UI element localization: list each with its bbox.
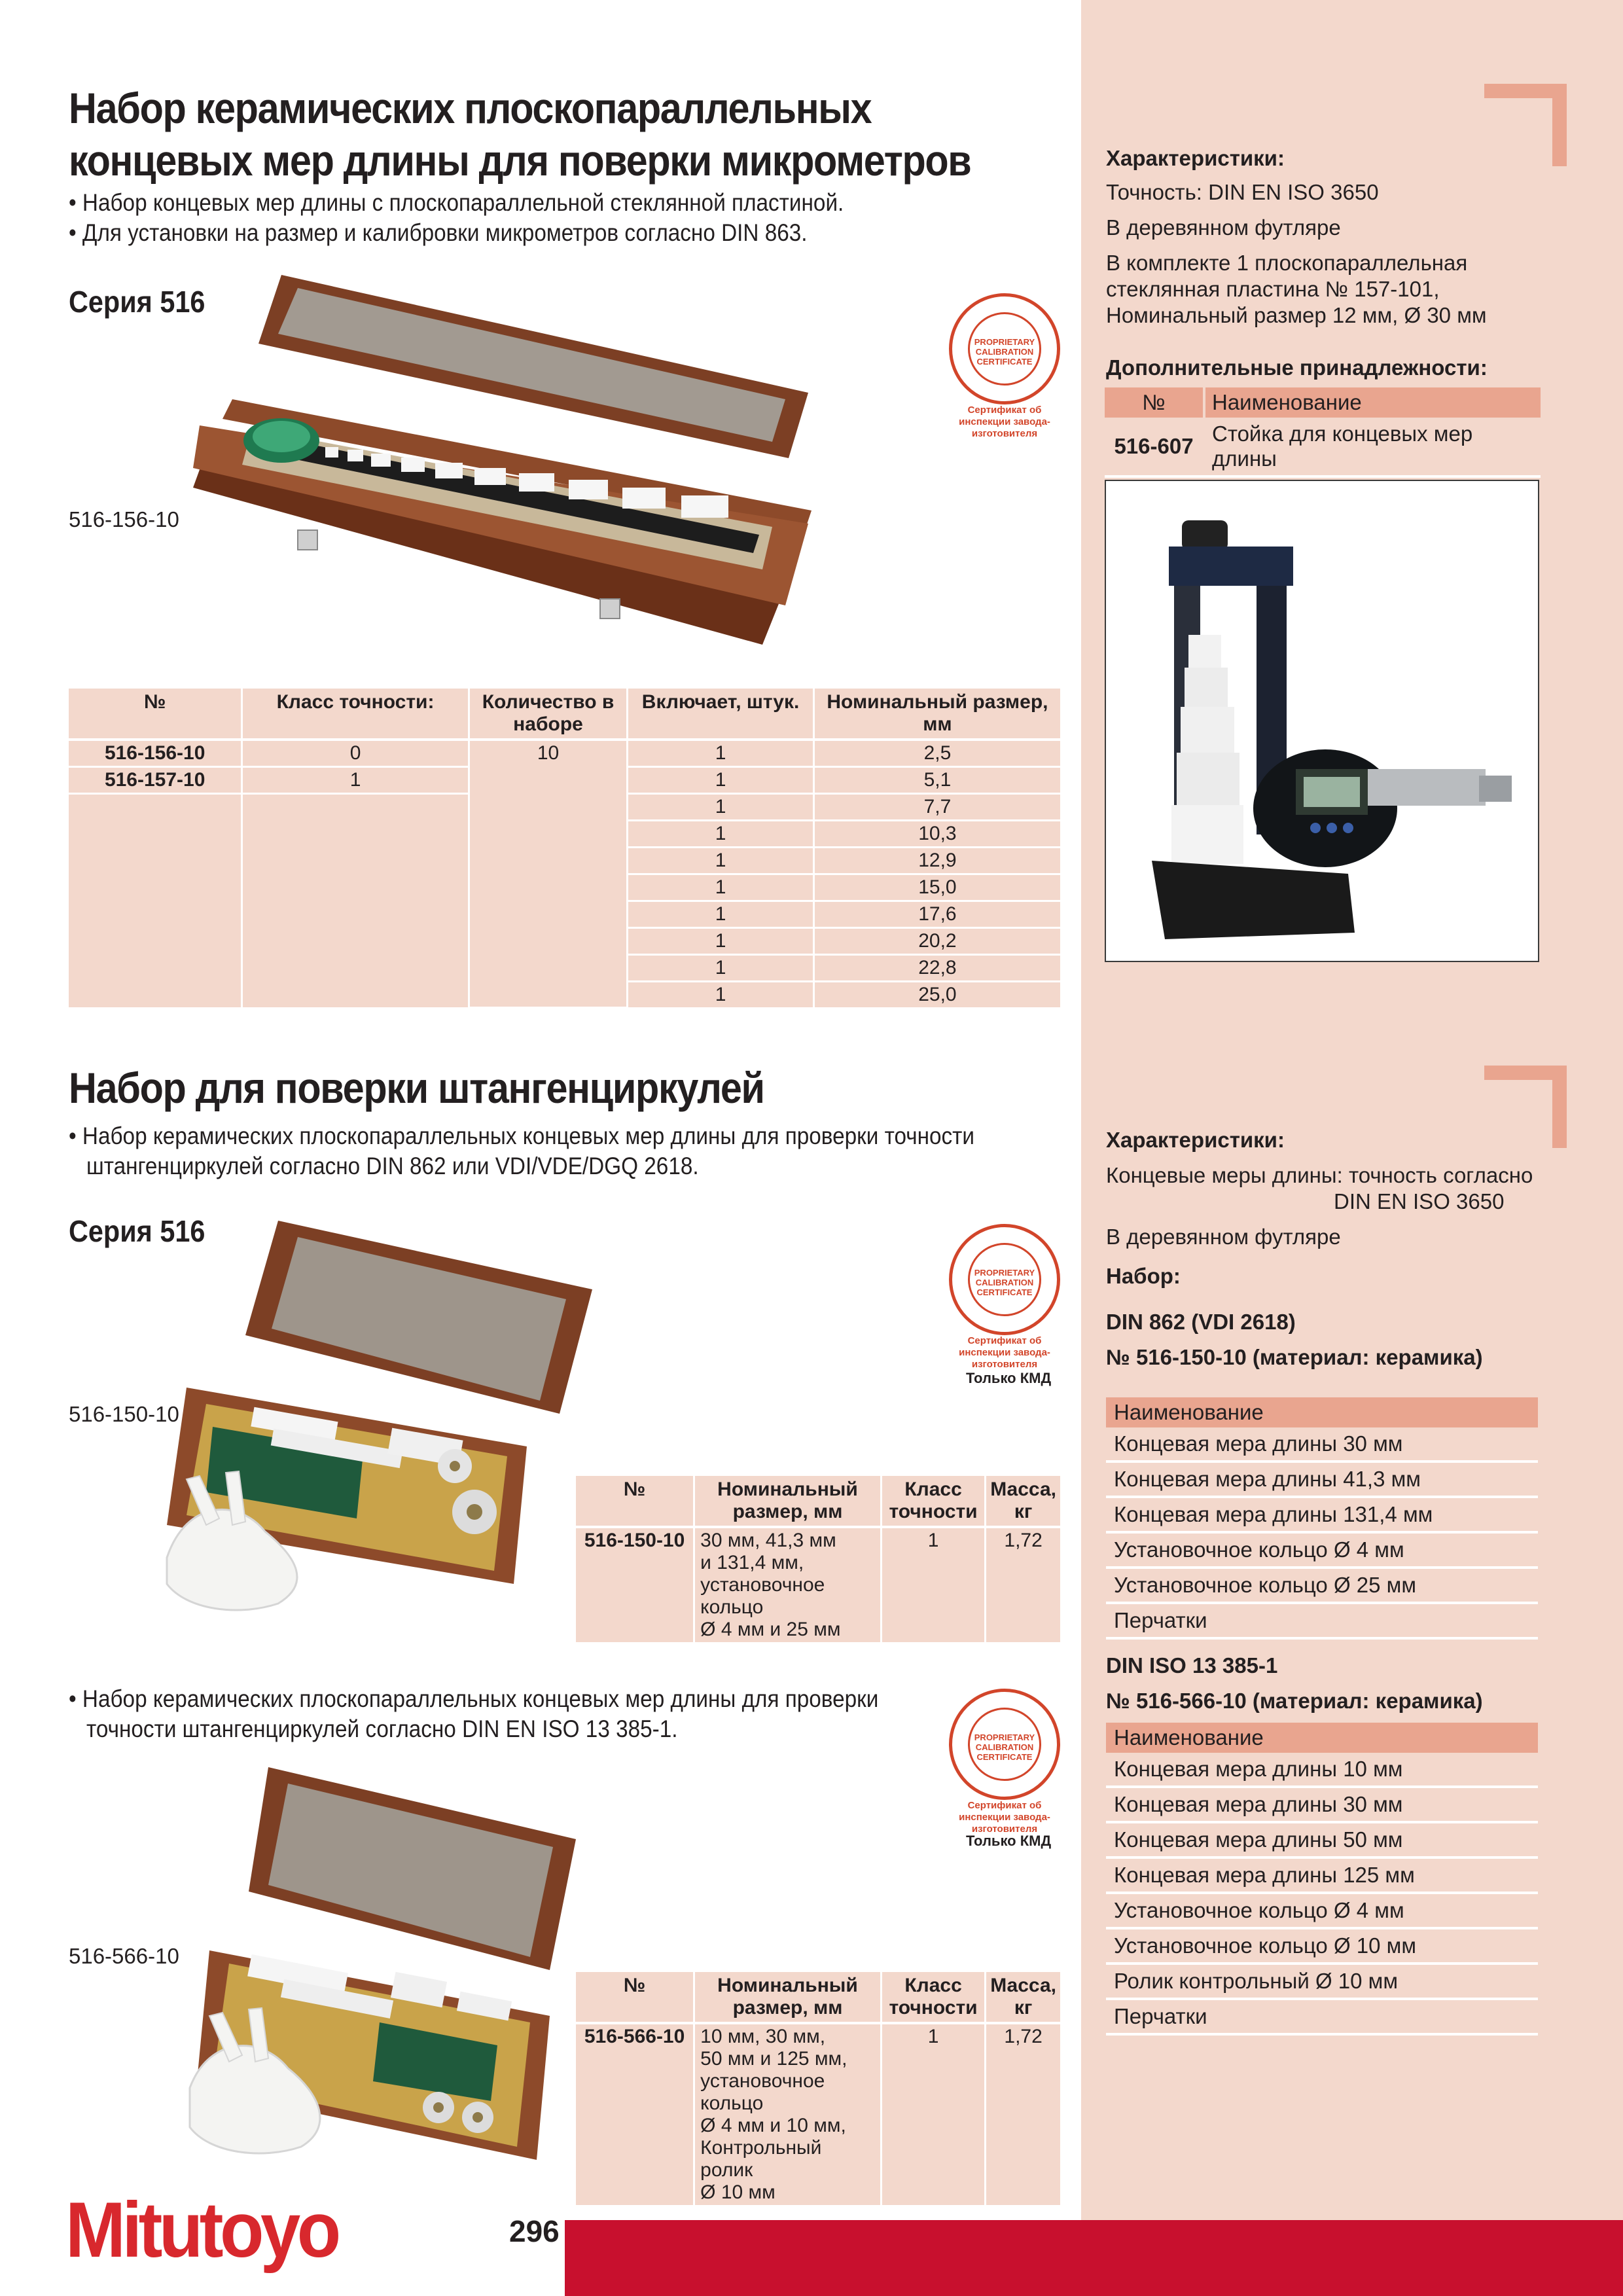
caliper-check-set-image [147,1217,592,1617]
bullet-item: • Набор концевых мер длины с плоскопараллельной стеклянной пластиной. [69,189,844,216]
size-line: 10 мм, 30 мм, [700,2026,826,2047]
empty-cell [69,794,242,1008]
model-number: 516-157-10 [69,767,242,794]
stamp-text: PROPRIETARY CALIBRATION CERTIFICATE [974,337,1035,367]
table-row [69,740,1060,767]
item-count: 1 [628,874,814,901]
empty-cell [242,794,469,1008]
list-item: Концевая мера длины 125 мм [1106,1859,1538,1894]
stand-photo-frame [1105,480,1539,962]
list-item: Концевая мера длины 50 мм [1106,1823,1538,1859]
list-item: Установочное кольцо Ø 10 мм [1106,1929,1538,1965]
nominal-size: 22,8 [813,955,1060,982]
item-count: 1 [628,821,814,848]
column-header: Масса, кг [986,1476,1060,1527]
table-header-row [576,1972,1060,2023]
gauge-block-set-image [193,272,821,658]
section-1-title [69,82,1181,187]
series-label: Серия 516 [69,285,205,319]
size-line: Контрольный ролик [700,2137,822,2181]
nominal-size: 20,2 [813,928,1060,955]
characteristic-line: Точность: DIN EN ISO 3650 [1106,180,1379,204]
nominal-size: 17,6 [813,901,1060,928]
nominal-size: 10,3 [813,821,1060,848]
list-header: Наименование [1106,1723,1538,1753]
item-count: 1 [628,767,814,794]
set-number: № 516-150-10 (материал: керамика) [1106,1345,1483,1369]
nominal-size: 25,0 [813,982,1060,1008]
list-item: Перчатки [1106,2000,1538,2036]
stamp-caption: Сертификат об инспекции завода-изготовителя [959,404,1050,439]
characteristic-line: Концевые меры длины: точность согласно [1106,1163,1533,1187]
set-number: № 516-566-10 (материал: керамика) [1106,1689,1483,1713]
column-header: Наименование [1204,387,1541,418]
list-item: Концевая мера длины 30 мм [1106,1788,1538,1823]
column-header: Номинальный размер, мм [813,689,1060,740]
table-row [576,2023,1060,2205]
size-line: установочное кольцо [700,2070,825,2114]
size-line: установочное кольцо [700,1574,825,1618]
table-row [576,1527,1060,1642]
nominal-size: 7,7 [813,794,1060,821]
characteristics-title: Характеристики: [1106,146,1285,170]
stamp-text: PROPRIETARY CALIBRATION CERTIFICATE [974,1268,1035,1297]
column-header: № [1105,387,1204,418]
product-code: 516-566-10 [69,1944,179,1968]
item-count: 1 [628,928,814,955]
characteristic-line: DIN EN ISO 3650 [1334,1189,1505,1213]
stamp-caption: Сертификат об инспекции завода-изготовителя [959,1335,1050,1370]
list-item: Концевая мера длины 30 мм [1106,1427,1538,1463]
nominal-size [694,1527,882,1642]
column-header: № [576,1972,694,2023]
calibration-certificate-stamp [949,293,1060,404]
item-count: 1 [628,955,814,982]
bullet-item [69,1121,1041,1181]
model-number: 516-156-10 [69,740,242,767]
accuracy-class: 0 [242,740,469,767]
section-2-characteristics [1106,1127,1603,1377]
table-header-row [576,1476,1060,1527]
list-header: Наименование [1106,1397,1538,1427]
set-quantity: 10 [469,740,628,1007]
nominal-size: 12,9 [813,848,1060,874]
mass: 1,72 [986,1527,1060,1642]
column-header: Класс точности: [242,689,469,740]
column-header: Количество в наборе [469,689,628,740]
only-gauge-blocks-note: Только КМД [966,1370,1052,1386]
column-header: № [69,689,242,740]
list-item: Концевая мера длины 131,4 мм [1106,1498,1538,1534]
characteristic-line: В деревянном футляре [1106,1225,1341,1249]
calibration-certificate-stamp [949,1689,1060,1800]
size-line: Ø 4 мм и 10 мм, [700,2115,846,2136]
mass: 1,72 [986,2023,1060,2205]
mitutoyo-logo: Mitutoyo [65,2186,338,2274]
size-line: и 131,4 мм, [700,1552,804,1573]
list-item: Установочное кольцо Ø 4 мм [1106,1894,1538,1929]
model-number: 516-150-10 [576,1527,694,1642]
gauge-block-stand-image [1106,481,1538,961]
standard-label: DIN ISO 13 385-1 [1106,1653,1278,1677]
column-header: Включает, штук. [628,689,814,740]
size-line: 30 мм, 41,3 мм [700,1530,836,1551]
title-line: концевых мер длины для поверки микрометров [69,136,971,185]
bullet-line: точности штангенциркулей согласно DIN EN ISO 13 385-1. [86,1715,678,1742]
item-count: 1 [628,848,814,874]
size-line: Ø 4 мм и 25 мм [700,1619,841,1640]
footer-red-band [565,2220,1623,2296]
section-3-spec-table [576,1972,1060,2205]
only-gauge-blocks-note: Только КМД [966,1833,1052,1849]
title-line: Набор керамических плоскопараллельных [69,84,872,132]
stamp-caption: Сертификат об инспекции завода-изготовителя [959,1800,1050,1835]
calibration-certificate-stamp [949,1224,1060,1335]
product-code: 516-150-10 [69,1402,179,1426]
accessories-title: Дополнительные принадлежности: [1106,355,1488,380]
characteristic-line: стеклянная пластина № 157-101, [1106,277,1440,301]
page-number: 296 [509,2214,560,2248]
section-3-contents-list [1106,1723,1538,2036]
characteristic-line: В комплекте 1 плоскопараллельная [1106,251,1468,275]
size-line: Ø 10 мм [700,2181,776,2203]
accessory-number: 516-607 [1105,418,1204,476]
series-label: Серия 516 [69,1214,205,1248]
bullet-line: • Набор керамических плоскопараллельных концевых мер длины для проверки [69,1685,879,1712]
nominal-size: 15,0 [813,874,1060,901]
standard-label: DIN 862 (VDI 2618) [1106,1310,1296,1334]
section-1-bullets [69,188,1011,248]
product-code: 516-156-10 [69,507,179,531]
bullet-line: • Набор керамических плоскопараллельных концевых мер длины для проверки точности [69,1122,975,1149]
bullet-item: • Для установки на размер и калибровки микрометров согласно DIN 863. [69,219,808,246]
section-2-title [69,1062,1181,1114]
nominal-size [694,2023,882,2205]
column-header: Номинальный размер, мм [694,1972,882,2023]
table-header-row [69,689,1060,740]
item-count: 1 [628,982,814,1008]
list-item: Концевая мера длины 41,3 мм [1106,1463,1538,1498]
set-title: Набор: [1106,1264,1181,1288]
list-item: Ролик контрольный Ø 10 мм [1106,1965,1538,2000]
section-3-bullets [69,1684,952,1744]
table-header-row [1105,387,1541,418]
list-item: Установочное кольцо Ø 25 мм [1106,1569,1538,1604]
column-header: Класс точности [881,1972,985,2023]
section-1-spec-table [69,689,1060,1009]
caliper-check-set-image [183,1761,589,2160]
column-header: Класс точности [881,1476,985,1527]
item-count: 1 [628,740,814,767]
list-item: Концевая мера длины 10 мм [1106,1753,1538,1788]
column-header: Масса, кг [986,1972,1060,2023]
accessory-name: Стойка для концевых мер длины [1204,418,1541,476]
title-line: Набор для поверки штангенциркулей [69,1064,764,1112]
accessories-table [1105,387,1541,478]
characteristics-title: Характеристики: [1106,1128,1285,1152]
list-item: Перчатки [1106,1604,1538,1640]
section-1-characteristics [1106,145,1603,387]
bullet-item [69,1684,952,1744]
section-2-bullets [69,1121,1041,1181]
characteristic-line: Номинальный размер 12 мм, Ø 30 мм [1106,303,1487,327]
model-number: 516-566-10 [576,2023,694,2205]
accuracy-class: 1 [881,1527,985,1642]
item-count: 1 [628,794,814,821]
section-3-characteristics [1106,1653,1603,1714]
size-line: 50 мм и 125 мм, [700,2048,847,2070]
section-2-spec-table [576,1476,1060,1642]
item-count: 1 [628,901,814,928]
bullet-line: штангенциркулей согласно DIN 862 или VDI/VDE/DGQ 2618. [86,1153,699,1179]
characteristic-line: В деревянном футляре [1106,215,1341,240]
column-header: Номинальный размер, мм [694,1476,882,1527]
accuracy-class: 1 [881,2023,985,2205]
accuracy-class: 1 [242,767,469,794]
list-item: Установочное кольцо Ø 4 мм [1106,1534,1538,1569]
stamp-text: PROPRIETARY CALIBRATION CERTIFICATE [974,1732,1035,1762]
section-2-contents-list [1106,1397,1538,1640]
table-row [1105,418,1541,476]
nominal-size: 2,5 [813,740,1060,767]
column-header: № [576,1476,694,1527]
nominal-size: 5,1 [813,767,1060,794]
